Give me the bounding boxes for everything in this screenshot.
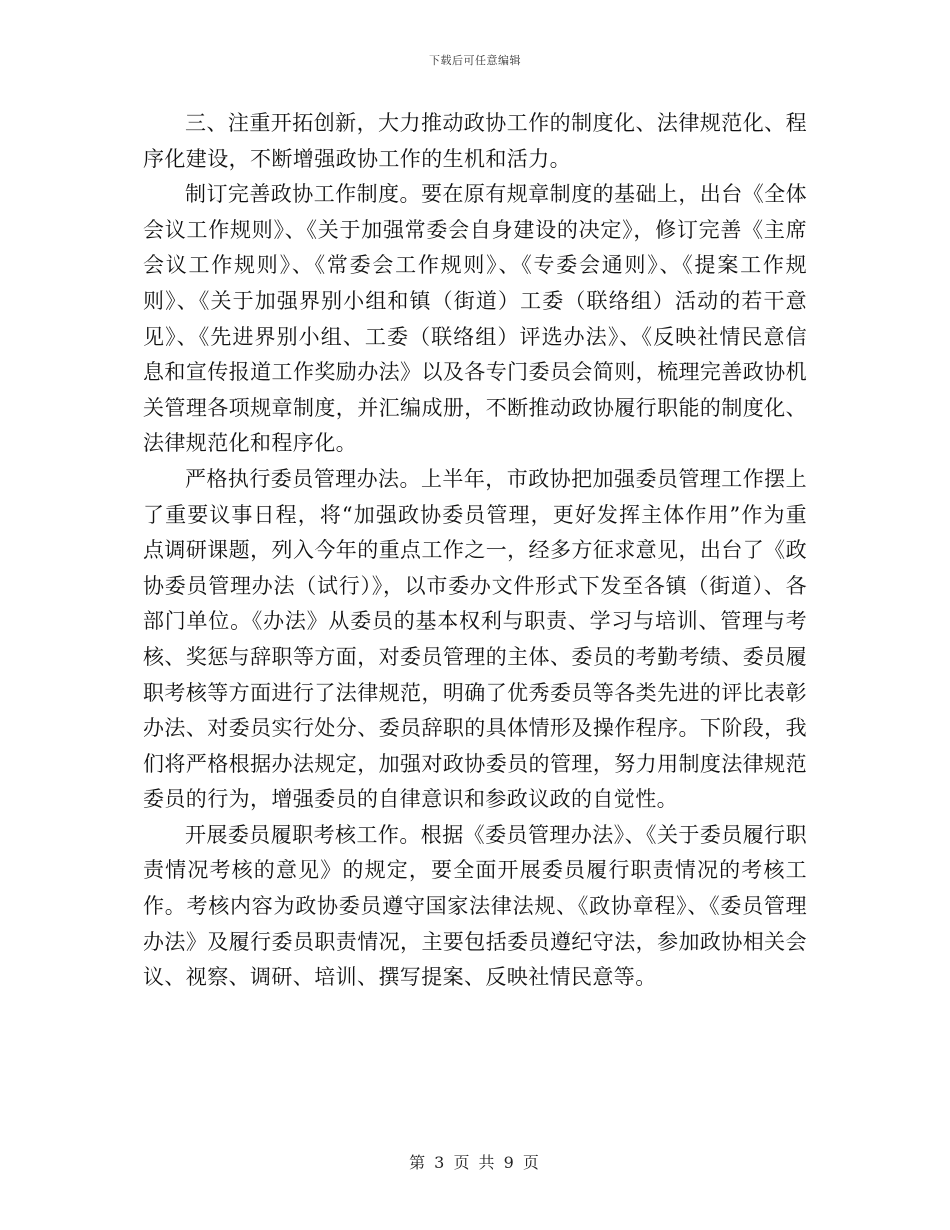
page-header: 下载后可任意编辑 — [429, 54, 521, 67]
body-paragraph: 开展委员履职考核工作。根据《委员管理办法》、《关于委员履行职责情况考核的意见》的规定，要全面开展委员履行职责情况的考核工作。考核内容为政协委员遵守国家法律法规、《政协章程》、《委员管理办法》及履行委员职责情况，主要包括委员遵纪守法，参加政协相关会议、视察、调研、培训、撰写提案、反映社情民意等。 — [143, 822, 807, 990]
document-body — [143, 106, 807, 996]
body-paragraph: 制订完善政协工作制度。要在原有规章制度的基础上，出台《全体会议工作规则》、《关于加强常委会自身建设的决定》，修订完善《主席会议工作规则》、《常委会工作规则》、《专委会通则》、《提案工作规则》、《关于加强界别小组和镇（街道）工委（联络组）活动的若干意见》、《先进界别小组、工委（联络组）评选办法》、《反映社情民意信息和宣传报道工作奖励办法》以及各专门委员会简则，梳理完善政协机关管理各项规章制度，并汇编成册，不断推动政协履行职能的制度化、法律规范化和程序化。 — [143, 182, 807, 456]
page-number-footer: 第 3 页 共 9 页 — [409, 1153, 541, 1172]
body-paragraph: 严格执行委员管理办法。上半年，市政协把加强委员管理工作摆上了重要议事日程，将“加强政协委员管理，更好发挥主体作用”作为重点调研课题，列入今年的重点工作之一，经多方征求意见，出台了《政协委员管理办法（试行）》，以市委办文件形式下发至各镇（街道）、各部门单位。《办法》从委员的基本权利与职责、学习与培训、管理与考核、奖惩与辞职等方面，对委员管理的主体、委员的考勤考绩、委员履职考核等方面进行了法律规范，明确了优秀委员等各类先进的评比表彰办法、对委员实行处分、委员辞职的具体情形及操作程序。下阶段，我们将严格根据办法规定，加强对政协委员的管理，努力用制度法律规范委员的行为，增强委员的自律意识和参政议政的自觉性。 — [143, 466, 807, 812]
section-heading-paragraph: 三、注重开拓创新，大力推动政协工作的制度化、法律规范化、程序化建设，不断增强政协工作的生机和活力。 — [143, 111, 807, 171]
